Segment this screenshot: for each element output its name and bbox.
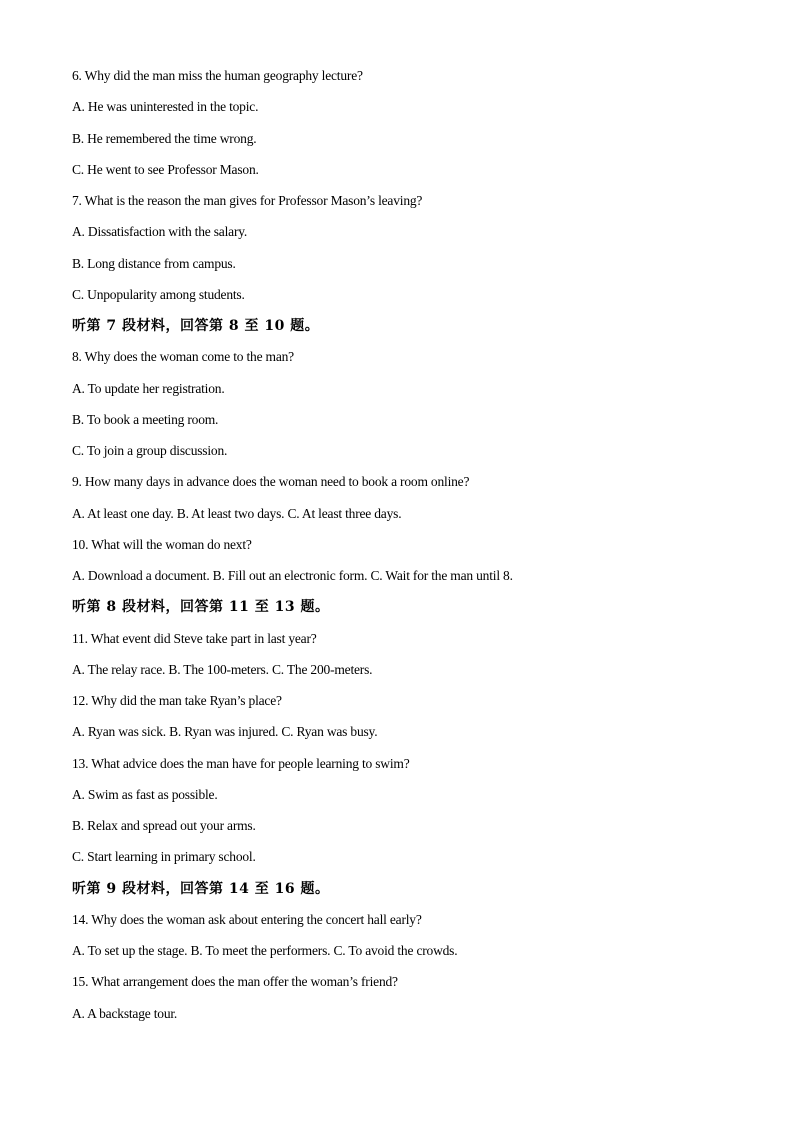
question-12: 12. Why did the man take Ryan’s place?	[72, 693, 282, 708]
section-heading-7: 听第 7 段材料，回答第 8 至 10 题。	[72, 318, 320, 334]
section-heading-8: 听第 8 段材料，回答第 11 至 13 题。	[72, 599, 330, 616]
question-8: 8. Why does the woman come to the man?	[72, 349, 294, 365]
options-10: A. Download a document. B. Fill out an electronic form. C. Wait for the man until 8.	[72, 568, 513, 583]
option-8b: B. To book a meeting room.	[72, 411, 219, 427]
question-10: 10. What will the woman do next?	[72, 536, 252, 552]
question-6: 6. Why did the man miss the human geography lecture?	[72, 68, 363, 83]
options-9: A. At least one day. B. At least two days. C. At least three days.	[72, 505, 402, 521]
option-6c: C. He went to see Professor Mason.	[72, 161, 259, 177]
question-14: 14. Why does the woman ask about entering the concert hall early?	[72, 911, 422, 927]
option-8a: A. To update her registration.	[72, 380, 225, 396]
option-7b: B. Long distance from campus.	[72, 255, 236, 271]
option-13c: C. Start learning in primary school.	[72, 849, 256, 865]
question-11: 11. What event did Steve take part in last year?	[72, 630, 317, 646]
option-15a: A. A backstage tour.	[72, 1005, 178, 1021]
question-7: 7. What is the reason the man gives for Professor Mason’s leaving?	[72, 193, 423, 208]
option-13b: B. Relax and spread out your arms.	[72, 818, 256, 833]
options-14: A. To set up the stage. B. To meet the performers. C. To avoid the crowds.	[72, 943, 458, 958]
options-11: A. The relay race. B. The 100-meters. C. The 200-meters.	[72, 661, 373, 677]
option-13a: A. Swim as fast as possible.	[72, 786, 218, 802]
option-6b: B. He remembered the time wrong.	[72, 130, 257, 146]
question-15: 15. What arrangement does the man offer the woman’s friend?	[72, 974, 398, 990]
options-12: A. Ryan was sick. B. Ryan was injured. C. Ryan was busy.	[72, 724, 378, 740]
section-heading-9: 听第 9 段材料，回答第 14 至 16 题。	[72, 880, 330, 897]
option-6a: A. He was uninterested in the topic.	[72, 99, 259, 115]
question-9: 9. How many days in advance does the woman need to book a room online?	[72, 474, 470, 490]
option-7a: A. Dissatisfaction with the salary.	[72, 224, 248, 240]
question-13: 13. What advice does the man have for people learning to swim?	[72, 755, 410, 771]
option-8c: C. To join a group discussion.	[72, 443, 228, 458]
option-7c: C. Unpopularity among students.	[72, 286, 245, 302]
document-page	[72, 65, 752, 1034]
